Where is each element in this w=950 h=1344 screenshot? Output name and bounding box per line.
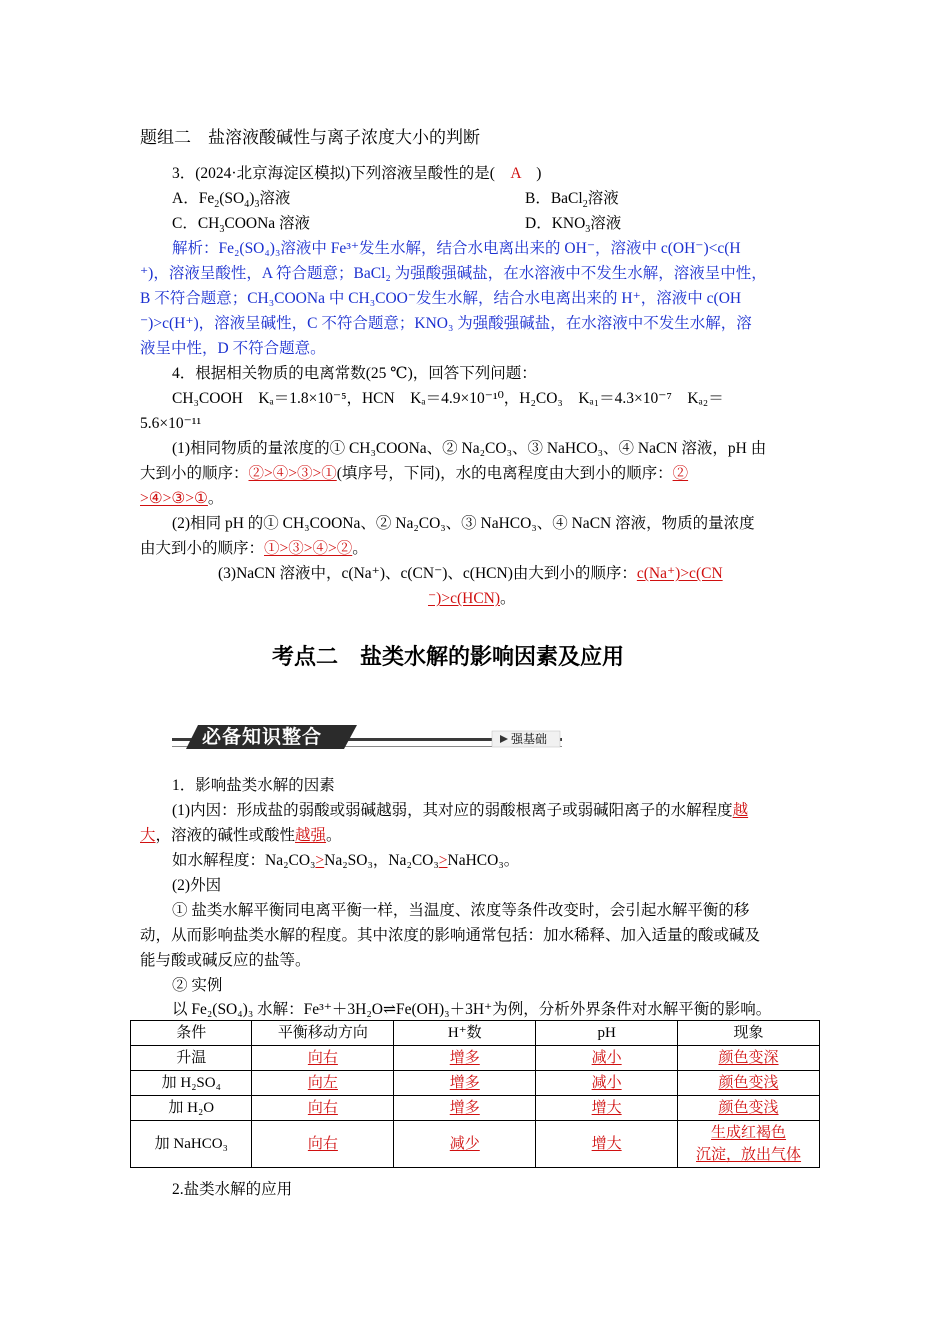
header-cell: 条件 (131, 1021, 252, 1046)
q4-part3-answer-end: ⁻)>c(HCN) (428, 590, 501, 607)
table-header-row (131, 1021, 820, 1046)
q4-part1-line2: 大到小的顺序：②>④>③>①(填序号，下同)，水的电离程度由大到小的顺序：② (140, 465, 689, 482)
cell-h-count: 减少 (394, 1121, 536, 1168)
table-row (131, 1071, 820, 1096)
cell-phenomenon: 颜色变浅 (678, 1071, 820, 1096)
q4-part2-line2: 由大到小的顺序：①>③>④>②。 (140, 540, 368, 557)
cell-h-count: 增多 (394, 1046, 536, 1071)
section-banner (172, 722, 562, 752)
q3-explanation-line2: ⁺)，溶液呈酸性，A 符合题意；BaCl₂ 为强酸强碱盐，在水溶液中不发生水解，溶液呈中性， (140, 265, 767, 282)
internal-factor-line1: (1)内因：形成盐的弱酸或弱碱越弱，其对应的弱酸根离子或弱碱阳离子的水解程度越 (172, 802, 749, 819)
external-line3: 能与酸或碱反应的盐等。 (140, 952, 311, 969)
q4-part3-line2: ⁻)>c(HCN)。 (428, 590, 516, 607)
example-answer1: > (315, 852, 325, 869)
q3-stem-text: 3．(2024·北京海淀区模拟)下列溶液呈酸性的是( (172, 165, 511, 182)
cell-direction: 向右 (252, 1121, 394, 1168)
cell-h-count: 增多 (394, 1096, 536, 1121)
q4-part1-answer2-start: ② (672, 465, 689, 482)
cell-direction: 向右 (252, 1046, 394, 1071)
q4-constants-line2: 5.6×10⁻¹¹ (140, 415, 202, 432)
example-title: ② 实例 (172, 977, 223, 994)
internal-answer2: 越强 (295, 827, 327, 844)
internal-factor-line2: 大，溶液的碱性或酸性越强。 (140, 827, 342, 844)
q4-part1-answer2-end: >④>③>① (140, 490, 208, 507)
header-cell: pH (536, 1021, 678, 1046)
q3-explanation-line1: 解析：Fe₂(SO₄)₃溶液中 Fe³⁺发生水解，结合水电离出来的 OH⁻，溶液中 c(OH⁻)<c(H (172, 240, 741, 257)
example-answer2: > (438, 852, 448, 869)
q3-explanation-line3: B 不符合题意；CH₃COONa 中 CH₃COO⁻发生水解，结合水电离出来的 H⁺，溶液中 c(OH (140, 290, 742, 307)
q3-stem-close: ) (520, 165, 542, 182)
cell-h-count: 增多 (394, 1071, 536, 1096)
banner-left-label: 必备知识整合 (202, 726, 323, 748)
q3-option-b: B．BaCl$_2$溶液 (525, 190, 619, 211)
cell-ph: 减小 (536, 1071, 678, 1096)
external-factor-title: (2)外因 (172, 877, 222, 894)
cell-ph: 增大 (536, 1121, 678, 1168)
q3-explanation-line4: ⁻)>c(H⁺)，溶液呈碱性，C 不符合题意；KNO₃ 为强酸强碱盐，在水溶液中不发生水解，溶 (140, 315, 752, 332)
q3-option-c: C．$CH_3COONa$ 溶液 (172, 215, 311, 236)
internal-answer1-end: 大 (140, 827, 156, 844)
q4-part1-line3: >④>③>①。 (140, 490, 224, 507)
q4-constants-line1: CH₃COOH Kₐ＝1.8×10⁻⁵，HCN Kₐ＝4.9×10⁻¹⁰，H₂CO₃ Kₐ₁＝4.3×10⁻⁷ Kₐ₂＝ (172, 390, 724, 407)
cell-condition: 加 H₂SO₄ (131, 1071, 252, 1096)
item2-title: 2.盐类水解的应用 (172, 1181, 293, 1198)
q4-part2-line1: (2)相同 pH 的① CH₃COONa、② Na₂CO₃、③ NaHCO₃、④ NaCN 溶液，物质的量浓度 (172, 515, 755, 532)
q3-option-a: A．$Fe_2(SO_4)_3$溶液 (172, 190, 291, 211)
banner-right-label: 强基础 (511, 732, 548, 746)
header-cell: 平衡移动方向 (252, 1021, 394, 1046)
cell-phenomenon: 颜色变浅 (678, 1096, 820, 1121)
table-row (131, 1121, 820, 1168)
q4-part3-line1: (3)NaCN 溶液中，c(Na⁺)、c(CN⁻)、c(HCN)由大到小的顺序：c(Na⁺)>c(CN (218, 565, 723, 582)
q4-part2-answer: ①>③>④>② (264, 540, 353, 557)
q3-explanation-line5: 液呈中性，D 不符合题意。 (140, 340, 326, 357)
influence-table (130, 1020, 820, 1168)
cell-ph: 减小 (536, 1046, 678, 1071)
cell-phenomenon: 生成红褐色 沉淀，放出气体 (678, 1121, 820, 1168)
q3-answer: A (510, 165, 521, 182)
header-cell: 现象 (678, 1021, 820, 1046)
kaodian-title: 考点二 盐类水解的影响因素及应用 (272, 645, 625, 670)
q3-option-d: D．$KNO_3$溶液 (525, 215, 622, 236)
cell-condition: 加 H₂O (131, 1096, 252, 1121)
cell-condition: 升温 (131, 1046, 252, 1071)
cell-ph: 增大 (536, 1096, 678, 1121)
q3-stem (172, 164, 541, 184)
q4-part1-line1: (1)相同物质的量浓度的① CH₃COONa、② Na₂CO₃、③ NaHCO₃、④ NaCN 溶液，pH 由 (172, 440, 767, 457)
example-description: 以 Fe₂(SO₄)₃ 水解：Fe³⁺＋3H₂O⇌Fe(OH)₃＋3H⁺为例，分析外界条件对水解平衡的影响。 (172, 1001, 772, 1018)
hydrolysis-example: 如水解程度：Na₂CO₃>Na₂SO₃，Na₂CO₃>NaHCO₃。 (172, 852, 520, 869)
q4-part3-answer-start: c(Na⁺)>c(CN (636, 565, 723, 582)
table-row (131, 1046, 820, 1071)
group-title: 题组二 盐溶液酸碱性与离子浓度大小的判断 (140, 128, 480, 148)
internal-answer1-start: 越 (732, 802, 749, 819)
header-cell: H⁺数 (394, 1021, 536, 1046)
cell-condition: 加 NaHCO₃ (131, 1121, 252, 1168)
table-row (131, 1096, 820, 1121)
q4-stem: 4．根据相关物质的电离常数(25 ℃)，回答下列问题： (172, 365, 537, 382)
cell-phenomenon: 颜色变深 (678, 1046, 820, 1071)
q4-part1-answer1: ②>④>③>① (248, 465, 337, 482)
external-line2: 动，从而影响盐类水解的程度。其中浓度的影响通常包括：加水稀释、加入适量的酸或碱及 (140, 927, 761, 944)
external-line1: ① 盐类水解平衡同电离平衡一样，当温度、浓度等条件改变时，会引起水解平衡的移 (172, 902, 750, 919)
item1-title: 1．影响盐类水解的因素 (172, 777, 335, 794)
cell-direction: 向右 (252, 1096, 394, 1121)
cell-direction: 向左 (252, 1071, 394, 1096)
